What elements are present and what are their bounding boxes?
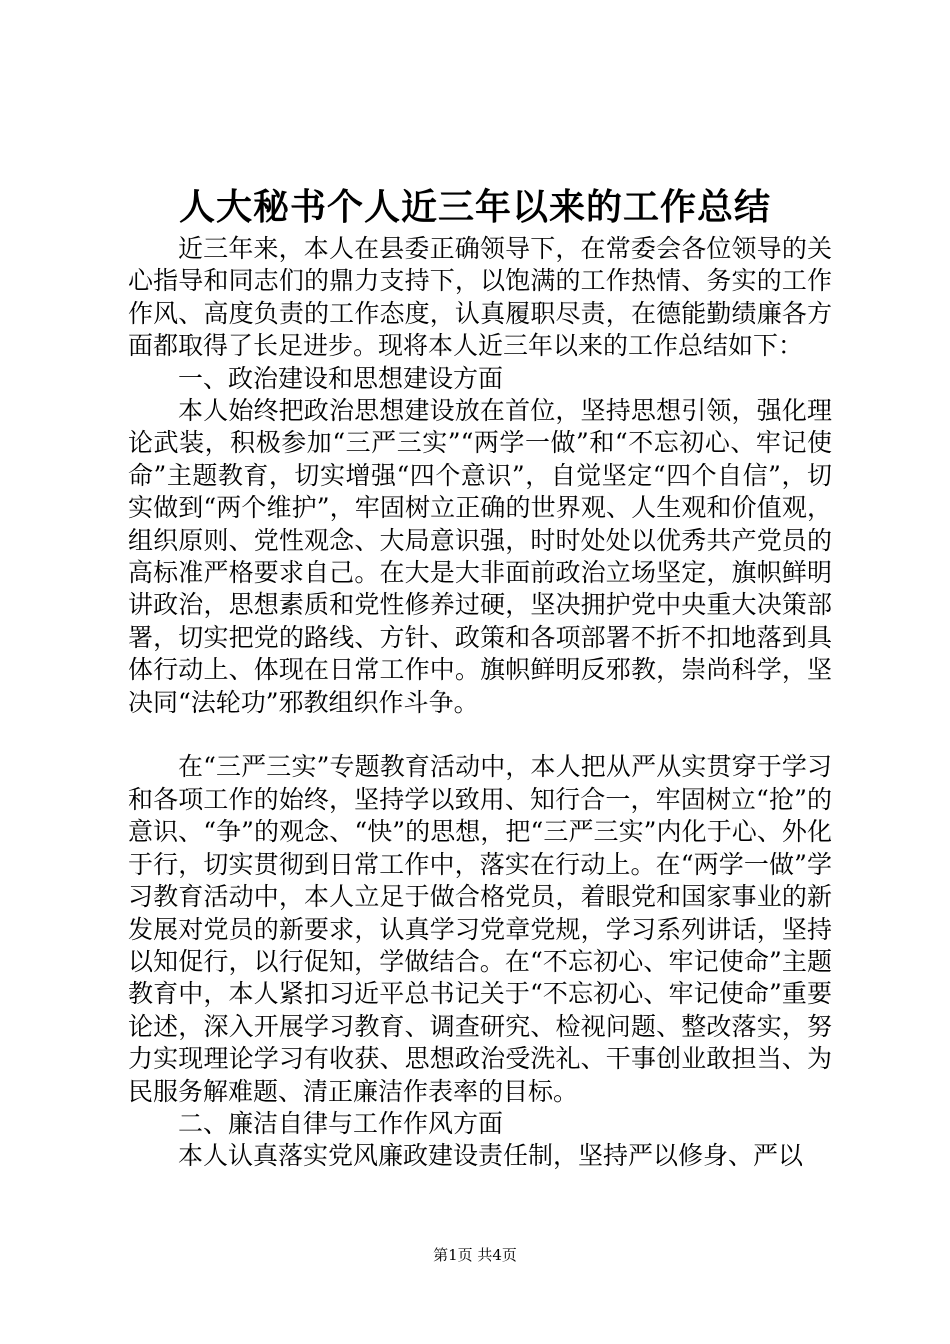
- education-paragraph: 在“三严三实”专题教育活动中，本人把从严从实贯穿于学习和各项工作的始终，坚持学以致用、知行合一，牢固树立“抢”的意识、“争”的观念、“快”的思想，把“三严三实”内化于心、外化于行，切实贯彻到日常工作中，落实在行动上。在“两学一做”学习教育活动中，本人立足于做合格党员，着眼党和国家事业的新发展对党员的新要求，认真学习党章党规，学习系列讲话，坚持以知促行，以行促知，学做结合。在“不忘初心、牢记使命”主题教育中，本人紧扣习近平总书记关于“不忘初心、牢记使命”重要论述，深入开展学习教育、调查研究、检视问题、整改落实，努力实现理论学习有收获、思想政治受洗礼、干事创业敢担当、为民服务解难题、清正廉洁作表率的目标。: [128, 752, 832, 1106]
- paragraph-spacer: [128, 719, 832, 751]
- intro-paragraph: 近三年来，本人在县委正确领导下，在常委会各位领导的关心指导和同志们的鼎力支持下，以饱满的工作热情、务实的工作作风、高度负责的工作态度，认真履职尽责，在德能勤绩廉各方面都取得了长足进步。现将本人近三年以来的工作总结如下：: [128, 234, 832, 361]
- integrity-paragraph: 本人认真落实党风廉政建设责任制，坚持严以修身、严以: [178, 1141, 804, 1171]
- political-paragraph: 本人始终把政治思想建设放在首位，坚持思想引领，强化理论武装，积极参加“三严三实”“两学一做”和“不忘初心、牢记使命”主题教育，切实增强“四个意识”，自觉坚定“四个自信”，切实做到“两个维护”，牢固树立正确的世界观、人生观和价值观，组织原则、党性观念、大局意识强，时时处处以优秀共产党员的高标准严格要求自己。在大是大非面前政治立场坚定，旗帜鲜明讲政治，思想素质和党性修养过硬，坚决拥护党中央重大决策部署，切实把党的路线、方针、政策和各项部署不折不扣地落到具体行动上、体现在日常工作中。旗帜鲜明反邪教，崇尚科学，坚决同“法轮功”邪教组织作斗争。: [128, 396, 832, 717]
- document-body: [128, 233, 832, 1173]
- document-title: 人大秘书个人近三年以来的工作总结: [178, 187, 771, 228]
- section-heading-political: 一、政治建设和思想建设方面: [178, 363, 504, 393]
- section-heading-integrity: 二、廉洁自律与工作作风方面: [178, 1108, 504, 1138]
- page-footer: 第1页 共4页: [433, 1246, 517, 1264]
